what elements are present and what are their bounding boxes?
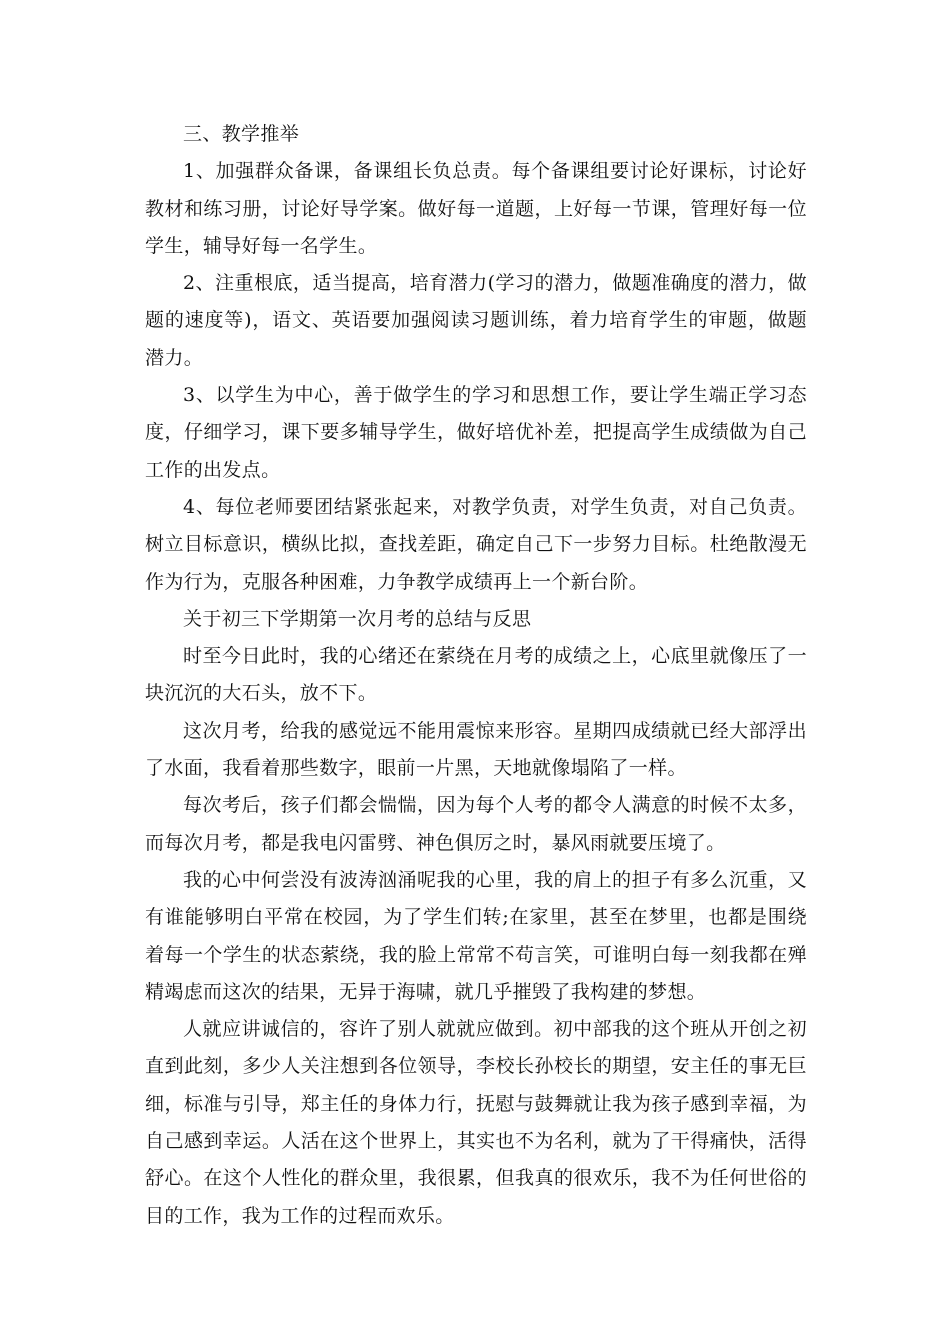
paragraph: 我的心中何尝没有波涛汹涌呢我的心里，我的肩上的担子有多么沉重，又有谁能够明白平常在校园，为了学生们转;在家里，甚至在梦里，也都是围绕着每一个学生的状态萦绕，我的脸上常常不苟言笑，可谁明白每一刻我都在殚精竭虑而这次的结果，无异于海啸，就几乎摧毁了我构建的梦想。 (145, 868, 807, 1003)
paragraph: 1、加强群众备课，备课组长负总责。每个备课组要讨论好课标，讨论好教材和练习册，讨论好导学案。做好每一道题，上好每一节课，管理好每一位学生，辅导好每一名学生。 (145, 160, 807, 257)
paragraph: 这次月考，给我的感觉远不能用震惊来形容。星期四成绩就已经大部浮出了水面，我看着那些数字，眼前一片黑，天地就像塌陷了一样。 (145, 719, 807, 780)
document-body (145, 116, 807, 1235)
paragraph: 3、以学生为中心，善于做学生的学习和思想工作，要让学生端正学习态度，仔细学习，课下要多辅导学生，做好培优补差，把提高学生成绩做为自己工作的出发点。 (145, 384, 807, 481)
paragraph: 每次考后，孩子们都会惴惴，因为每个人考的都令人满意的时候不太多，而每次月考，都是我电闪雷劈、神色俱厉之时，暴风雨就要压境了。 (145, 794, 807, 854)
section-heading: 三、教学推举 (183, 123, 300, 145)
paragraph: 时至今日此时，我的心绪还在萦绕在月考的成绩之上，心底里就像压了一块沉沉的大石头，放不下。 (145, 645, 807, 705)
paragraph: 人就应讲诚信的，容许了别人就就应做到。初中部我的这个班从开创之初直到此刻，多少人关注想到各位领导，李校长孙校长的期望，安主任的事无巨细，标准与引导，郑主任的身体力行，抚慰与鼓舞就让我为孩子感到幸福，为自己感到幸运。人活在这个世界上，其实也不为名利，就为了干得痛快，活得舒心。在这个人性化的群众里，我很累，但我真的很欢乐，我不为任何世俗的目的工作，我为工作的过程而欢乐。 (145, 1018, 807, 1227)
paragraph: 4、每位老师要团结紧张起来，对教学负责，对学生负责，对自己负责。树立目标意识，横纵比拟，查找差距，确定自己下一步努力目标。杜绝散漫无作为行为，克服各种困难，力争教学成绩再上一个新台阶。 (145, 495, 807, 593)
paragraph: 2、注重根底，适当提高，培育潜力(学习的潜力，做题准确度的潜力，做题的速度等)，语文、英语要加强阅读习题训练，着力培育学生的审题，做题潜力。 (145, 272, 807, 369)
article-title: 关于初三下学期第一次月考的总结与反思 (183, 607, 532, 630)
